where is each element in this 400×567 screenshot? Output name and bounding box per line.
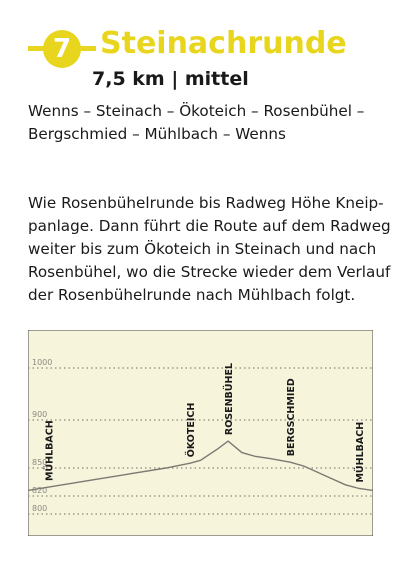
profile-background [28,330,373,536]
place-label: ÖKOTEICH [186,402,198,458]
y-tick-label: 1000 [32,358,53,367]
description-line: Rosenbühel, wo die Strecke wieder dem Verlauf [28,263,391,281]
place-label: BERGSCHMIED [286,378,298,457]
place-label: ROSENBÜHEL [224,362,236,436]
elevation-profile-chart [28,330,373,536]
badge-dash-right [80,46,96,51]
route-stations [28,100,373,146]
route-number-badge [28,30,98,66]
y-tick-label: 900 [32,410,48,419]
route-stats: 7,5 km | mittel [92,68,249,90]
description-line: Wie Rosenbühelrunde bis Radweg Höhe Kneip- [28,194,384,212]
y-tick-label: 800 [32,504,48,513]
description-line: der Rosenbühelrunde nach Mühlbach folgt. [28,286,356,304]
place-label: MÜHLBACH [44,420,56,482]
description-line: weiter bis zum Ökoteich in Steinach und nach [28,240,377,258]
y-tick-label: 820 [32,486,48,495]
route-description [28,192,391,307]
place-label: MÜHLBACH [355,421,367,483]
stations-line: Bergschmied – Mühlbach – Wenns [28,125,286,143]
route-number: 7 [43,30,81,68]
badge-dash-left [28,46,44,51]
description-line: panlage. Dann führt die Route auf dem Radweg [28,217,391,235]
route-title: Steinachrunde [100,26,347,61]
stations-line: Wenns – Steinach – Ökoteich – Rosenbühel – [28,102,365,120]
y-tick-label: 850 [32,458,48,467]
